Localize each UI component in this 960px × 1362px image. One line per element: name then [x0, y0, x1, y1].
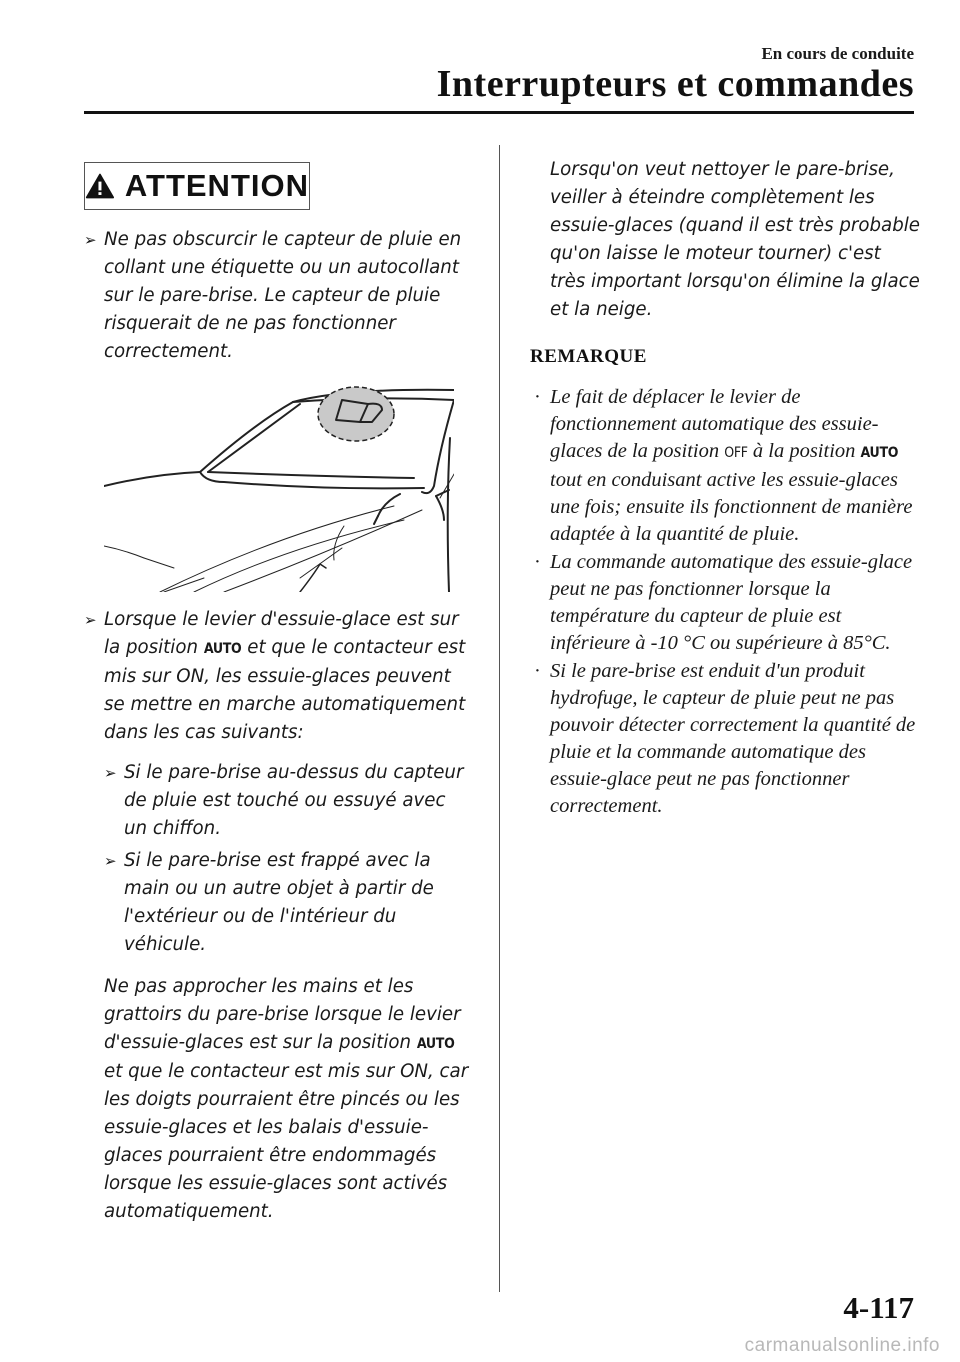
- sub-warning-item: [104, 847, 470, 959]
- warning-text-b: et que le contacteur est mis sur ON, les essuie-glaces peuvent se mettre en marche automatiquement dans les cas suivants:: [104, 637, 466, 743]
- sub-warning-item: [104, 759, 470, 843]
- paragraph-text-b: et que le contacteur est mis sur ON, car les doigts pourraient être pincés ou les essuie-glaces et les balais d'essuie-glaces pourraient être endommagés lorsque les essuie-glaces sont activés automatiquement.: [104, 1061, 469, 1222]
- column-divider: [499, 145, 500, 1292]
- sub-warning-text: Si le pare-brise au-dessus du capteur de pluie est touché ou essuyé avec un chiffon.: [124, 762, 464, 839]
- off-position-tag: OFF: [724, 445, 748, 461]
- attention-box: [84, 162, 310, 210]
- remarque-list: [530, 384, 920, 821]
- bullet-dot: ·: [534, 660, 541, 682]
- auto-position-tag: AUTO: [203, 641, 242, 657]
- sub-warning-list: [84, 759, 470, 959]
- remarque-text: La commande automatique des essuie-glace peut ne pas fonctionner lorsque la température du capteur de pluie est inférieure à -10 °C ou supérieure à 85°C.: [550, 551, 913, 654]
- warning-text: Ne pas obscurcir le capteur de pluie en collant une étiquette ou un autocollant sur le pare-brise. Le capteur de pluie risquerait de ne pas fonctionner correctement.: [104, 229, 462, 362]
- header-rule: [84, 111, 914, 114]
- bullet-dot: ·: [534, 386, 541, 408]
- warning-list: [84, 226, 470, 1226]
- warning-continuation: Lorsqu'on veut nettoyer le pare-brise, veiller à éteindre complètement les essuie-glaces (quand il est très probable qu'on laisse le moteur tourner) c'est très important lorsqu'on élimine la glace et la neige.: [550, 159, 920, 320]
- remarque-text: Si le pare-brise est enduit d'un produit hydrofuge, le capteur de pluie peut ne pas pouvoir détecter correctement la quantité de pluie et la commande automatique des essuie-glace peut ne pas fonctionner correctement.: [550, 660, 916, 817]
- page-title: Interrupteurs et commandes: [436, 63, 914, 105]
- warning-item: [84, 606, 470, 747]
- remarque-item: [530, 549, 920, 657]
- remarque-text-c: tout en conduisant active les essuie-glaces une fois; ensuite ils fonctionnent de manière adaptée à la quantité de pluie.: [550, 469, 913, 545]
- page-number: 4-117: [843, 1290, 914, 1325]
- auto-position-tag: AUTO: [860, 445, 899, 461]
- arrow-bullet-icon: ➢: [84, 611, 97, 629]
- arrow-bullet-icon: ➢: [104, 764, 117, 782]
- watermark: carmanualsonline.info: [744, 1335, 940, 1356]
- arrow-bullet-icon: ➢: [104, 852, 117, 870]
- windshield-rain-sensor-illustration: [104, 378, 454, 592]
- section-title: En cours de conduite: [761, 44, 914, 63]
- remarque-text-a: Le fait de déplacer le levier de fonctionnement automatique des essuie-glaces de la position: [550, 386, 879, 462]
- sub-warning-text: Si le pare-brise est frappé avec la main ou un autre objet à partir de l'extérieur ou de l'intérieur du véhicule.: [124, 850, 434, 955]
- attention-label: ATTENTION: [124, 168, 309, 203]
- warning-text-a: Lorsque le levier d'essuie-glace est sur la position: [104, 609, 459, 658]
- remarque-heading: REMARQUE: [530, 346, 647, 367]
- remarque-text-b: à la position: [747, 440, 861, 462]
- remarque-item: [530, 384, 920, 548]
- arrow-bullet-icon: ➢: [84, 231, 97, 249]
- bullet-dot: ·: [534, 551, 541, 573]
- remarque-item: [530, 658, 920, 820]
- warning-paragraph: [84, 973, 470, 1226]
- warning-item: [84, 226, 470, 366]
- auto-position-tag: AUTO: [416, 1036, 455, 1052]
- paragraph-text-a: Ne pas approcher les mains et les grattoirs du pare-brise lorsque le levier d'essuie-glaces est sur la position: [104, 976, 461, 1053]
- warning-triangle-icon: [85, 171, 115, 201]
